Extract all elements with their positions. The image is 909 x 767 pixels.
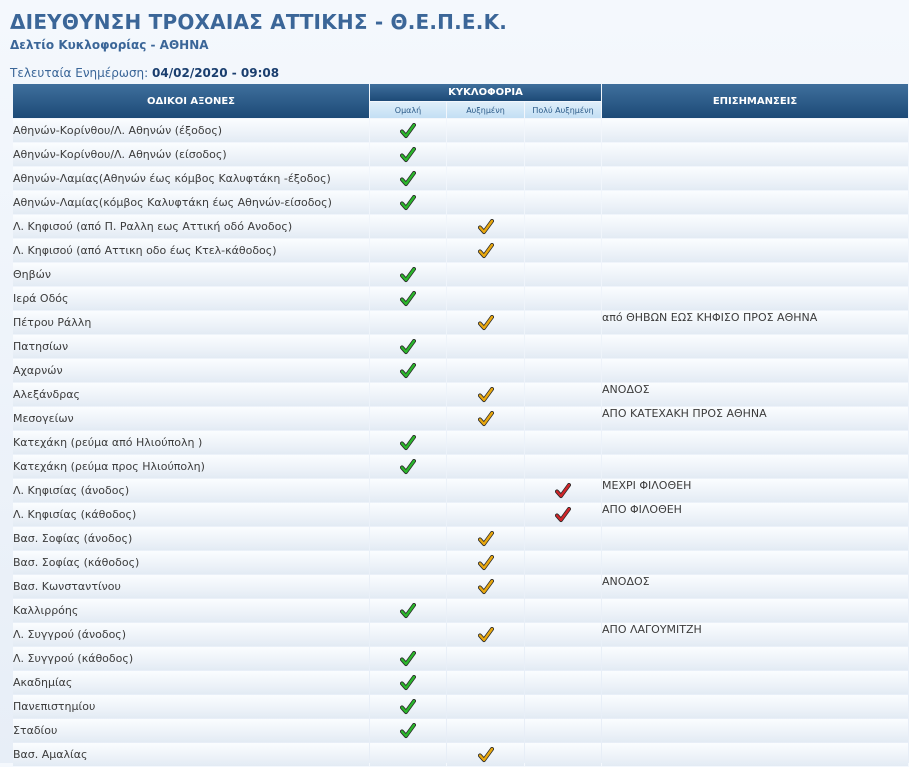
road-name: Λ. Συγγρού (κάθοδος) [13, 647, 369, 670]
road-name: Αθηνών-Λαμίας(Αθηνών έως κόμβος Καλυφτάκη -έξοδος) [13, 167, 369, 190]
table-row [13, 503, 908, 526]
header-normal: Ομαλή [370, 102, 446, 118]
status-cell-increased [447, 575, 524, 598]
table-row [13, 671, 908, 694]
header-very-increased: Πολύ Αυξημένη [525, 102, 601, 118]
check-icon [555, 483, 571, 499]
road-note [602, 359, 908, 382]
check-icon [400, 603, 416, 619]
status-cell-very-increased [525, 119, 601, 142]
road-note: ΑΠΟ ΚΑΤΕΧΑΚΗ ΠΡΟΣ ΑΘΗΝΑ [602, 407, 908, 430]
road-name: Βασ. Κωνσταντίνου [13, 575, 369, 598]
status-cell-normal [370, 455, 446, 478]
status-cell-normal [370, 503, 446, 526]
check-icon [400, 171, 416, 187]
road-name: Λ. Κηφισίας (άνοδος) [13, 479, 369, 502]
check-icon [478, 579, 494, 595]
road-name: Καλλιρρόης [13, 599, 369, 622]
header-traffic: ΚΥΚΛΟΦΟΡΙΑ [370, 84, 601, 101]
status-cell-very-increased [525, 575, 601, 598]
table-row [13, 623, 908, 646]
check-icon [478, 219, 494, 235]
road-name: Αχαρνών [13, 359, 369, 382]
status-cell-normal [370, 527, 446, 550]
status-cell-very-increased [525, 263, 601, 286]
status-cell-normal [370, 167, 446, 190]
check-icon [555, 507, 571, 523]
status-cell-normal [370, 191, 446, 214]
table-row [13, 575, 908, 598]
status-cell-very-increased [525, 503, 601, 526]
status-cell-very-increased [525, 551, 601, 574]
road-note [602, 599, 908, 622]
table-row [13, 479, 908, 502]
check-icon [400, 267, 416, 283]
table-row [13, 383, 908, 406]
status-cell-very-increased [525, 287, 601, 310]
status-cell-very-increased [525, 647, 601, 670]
status-cell-increased [447, 287, 524, 310]
table-row [13, 119, 908, 142]
table-row [13, 599, 908, 622]
check-icon [400, 651, 416, 667]
status-cell-increased [447, 311, 524, 334]
status-cell-increased [447, 359, 524, 382]
check-icon [478, 243, 494, 259]
status-cell-normal [370, 239, 446, 262]
traffic-rows [13, 119, 908, 766]
status-cell-normal [370, 431, 446, 454]
check-icon [400, 699, 416, 715]
status-cell-increased [447, 119, 524, 142]
status-cell-normal [370, 695, 446, 718]
status-cell-very-increased [525, 215, 601, 238]
last-update-label: Τελευταία Ενημέρωση: [10, 66, 149, 80]
status-cell-increased [447, 503, 524, 526]
last-update-value: 04/02/2020 - 09:08 [152, 66, 280, 80]
check-icon [478, 531, 494, 547]
status-cell-normal [370, 407, 446, 430]
status-cell-very-increased [525, 191, 601, 214]
road-note: ΑΝΟΔΟΣ [602, 383, 908, 406]
check-icon [400, 339, 416, 355]
status-cell-very-increased [525, 527, 601, 550]
road-name: Αθηνών-Κορίνθου/Λ. Αθηνών (είσοδος) [13, 143, 369, 166]
road-name: Αλεξάνδρας [13, 383, 369, 406]
status-cell-very-increased [525, 599, 601, 622]
road-note: ΜΕΧΡΙ ΦΙΛΟΘΕΗ [602, 479, 908, 502]
status-cell-increased [447, 263, 524, 286]
road-note [602, 647, 908, 670]
traffic-table [12, 83, 909, 767]
check-icon [400, 459, 416, 475]
table-row [13, 695, 908, 718]
table-row [13, 311, 908, 334]
road-name: Σταδίου [13, 719, 369, 742]
check-icon [478, 627, 494, 643]
status-cell-normal [370, 215, 446, 238]
road-note [602, 119, 908, 142]
status-cell-normal [370, 599, 446, 622]
status-cell-normal [370, 623, 446, 646]
road-note [602, 551, 908, 574]
status-cell-normal [370, 335, 446, 358]
page-title: ΔΙΕΥΘΥΝΣΗ ΤΡΟΧΑΙΑΣ ΑΤΤΙΚΗΣ - Θ.Ε.Π.Ε.Κ. [10, 10, 508, 34]
road-note: ΑΠΟ ΛΑΓΟΥΜΙΤΖΗ [602, 623, 908, 646]
road-note [602, 455, 908, 478]
status-cell-increased [447, 623, 524, 646]
road-note [602, 263, 908, 286]
status-cell-very-increased [525, 239, 601, 262]
status-cell-increased [447, 191, 524, 214]
road-name: Βασ. Σοφίας (κάθοδος) [13, 551, 369, 574]
status-cell-increased [447, 455, 524, 478]
table-row [13, 335, 908, 358]
status-cell-increased [447, 671, 524, 694]
status-cell-normal [370, 143, 446, 166]
road-note [602, 671, 908, 694]
table-row [13, 191, 908, 214]
check-icon [478, 411, 494, 427]
check-icon [400, 723, 416, 739]
check-icon [400, 123, 416, 139]
road-name: Βασ. Αμαλίας [13, 743, 369, 766]
road-name: Μεσογείων [13, 407, 369, 430]
status-cell-normal [370, 359, 446, 382]
status-cell-increased [447, 551, 524, 574]
road-note [602, 431, 908, 454]
header-notes: ΕΠΙΣΗΜΑΝΣΕΙΣ [602, 84, 908, 118]
road-name: Πατησίων [13, 335, 369, 358]
table-row [13, 647, 908, 670]
check-icon [400, 291, 416, 307]
check-icon [478, 747, 494, 763]
table-row [13, 167, 908, 190]
table-row [13, 455, 908, 478]
status-cell-increased [447, 407, 524, 430]
check-icon [400, 363, 416, 379]
status-cell-very-increased [525, 431, 601, 454]
page-subtitle: Δελτίο Κυκλοφορίας - ΑΘΗΝΑ [10, 38, 209, 52]
status-cell-normal [370, 719, 446, 742]
road-note [602, 215, 908, 238]
status-cell-increased [447, 695, 524, 718]
table-row [13, 287, 908, 310]
road-note: ΑΝΟΔΟΣ [602, 575, 908, 598]
status-cell-very-increased [525, 167, 601, 190]
status-cell-very-increased [525, 719, 601, 742]
road-note: ΑΠΟ ΦΙΛΟΘΕΗ [602, 503, 908, 526]
status-cell-normal [370, 479, 446, 502]
table-row [13, 551, 908, 574]
status-cell-normal [370, 575, 446, 598]
road-name: Λ. Κηφισού (από Αττικη οδο έως Κτελ-κάθοδος) [13, 239, 369, 262]
status-cell-increased [447, 647, 524, 670]
table-row [13, 215, 908, 238]
road-name: Αθηνών-Κορίνθου/Λ. Αθηνών (έξοδος) [13, 119, 369, 142]
status-cell-normal [370, 311, 446, 334]
road-note [602, 143, 908, 166]
road-note [602, 695, 908, 718]
status-cell-normal [370, 119, 446, 142]
status-cell-very-increased [525, 455, 601, 478]
road-name: Ιερά Οδός [13, 287, 369, 310]
status-cell-increased [447, 431, 524, 454]
road-note [602, 167, 908, 190]
status-cell-increased [447, 143, 524, 166]
last-update [10, 66, 279, 80]
check-icon [400, 147, 416, 163]
status-cell-increased [447, 527, 524, 550]
status-cell-very-increased [525, 623, 601, 646]
status-cell-normal [370, 551, 446, 574]
status-cell-normal [370, 383, 446, 406]
table-row [13, 239, 908, 262]
status-cell-increased [447, 383, 524, 406]
check-icon [478, 387, 494, 403]
table-row [13, 143, 908, 166]
status-cell-very-increased [525, 359, 601, 382]
road-name: Βασ. Σοφίας (άνοδος) [13, 527, 369, 550]
table-row [13, 527, 908, 550]
status-cell-very-increased [525, 407, 601, 430]
header-roads: ΟΔΙΚΟΙ ΑΞΟΝΕΣ [13, 84, 369, 118]
status-cell-increased [447, 719, 524, 742]
status-cell-very-increased [525, 311, 601, 334]
status-cell-increased [447, 335, 524, 358]
status-cell-normal [370, 671, 446, 694]
status-cell-very-increased [525, 143, 601, 166]
status-cell-normal [370, 287, 446, 310]
status-cell-very-increased [525, 479, 601, 502]
road-note: από ΘΗΒΩΝ ΕΩΣ ΚΗΦΙΣΟ ΠΡΟΣ ΑΘΗΝΑ [602, 311, 908, 334]
status-cell-increased [447, 167, 524, 190]
road-note [602, 335, 908, 358]
check-icon [478, 315, 494, 331]
check-icon [478, 555, 494, 571]
road-name: Ακαδημίας [13, 671, 369, 694]
check-icon [400, 675, 416, 691]
table-row [13, 431, 908, 454]
road-name: Λ. Κηφισίας (κάθοδος) [13, 503, 369, 526]
road-name: Θηβών [13, 263, 369, 286]
status-cell-very-increased [525, 671, 601, 694]
status-cell-very-increased [525, 335, 601, 358]
check-icon [400, 195, 416, 211]
road-name: Λ. Κηφισού (από Π. Ραλλη εως Αττική οδό Ανοδος) [13, 215, 369, 238]
status-cell-normal [370, 263, 446, 286]
road-name: Πέτρου Ράλλη [13, 311, 369, 334]
status-cell-very-increased [525, 695, 601, 718]
status-cell-normal [370, 647, 446, 670]
table-row [13, 359, 908, 382]
road-note [602, 287, 908, 310]
header-increased: Αυξημένη [447, 102, 524, 118]
table-row [13, 263, 908, 286]
road-name: Πανεπιστημίου [13, 695, 369, 718]
status-cell-very-increased [525, 383, 601, 406]
table-row [13, 407, 908, 430]
road-note [602, 719, 908, 742]
status-cell-increased [447, 479, 524, 502]
status-cell-increased [447, 215, 524, 238]
road-name: Αθηνών-Λαμίας(κόμβος Καλυφτάκη έως Αθηνών-είσοδος) [13, 191, 369, 214]
table-row [13, 719, 908, 742]
road-name: Κατεχάκη (ρεύμα προς Ηλιούπολη) [13, 455, 369, 478]
road-name: Κατεχάκη (ρεύμα από Ηλιούπολη ) [13, 431, 369, 454]
road-note [602, 239, 908, 262]
status-cell-increased [447, 599, 524, 622]
road-name: Λ. Συγγρού (άνοδος) [13, 623, 369, 646]
road-note [602, 527, 908, 550]
status-cell-increased [447, 239, 524, 262]
check-icon [400, 435, 416, 451]
road-note [602, 191, 908, 214]
